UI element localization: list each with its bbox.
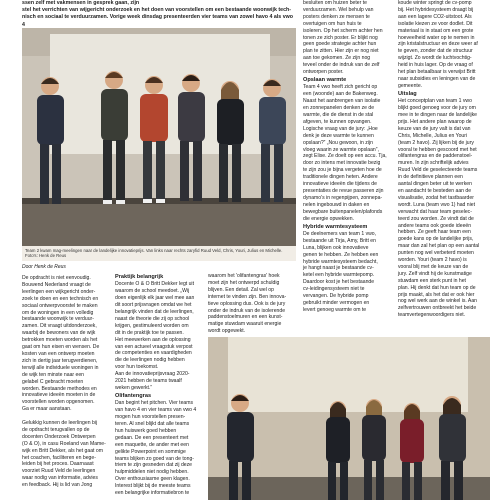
- text-line: betrokken moeten worden als het: [22, 337, 98, 344]
- text-line: andere teams ook goede ideeën: [398, 222, 472, 229]
- intro-line: ssen zelf met vakmensen in gesprek gaan, zijn: [22, 0, 140, 6]
- text-line: heid in huis lager. Op de vraag of: [398, 62, 473, 69]
- text-line: Luna, blijken ook innovatieve: [303, 244, 369, 251]
- text-line: het plan betaalbaar is verwijst Britt: [398, 69, 476, 76]
- text-line: blijven. Een detail. Zal wel op: [208, 286, 274, 293]
- text-line: te zijn zou je bijna vergeten hoe de: [303, 167, 382, 174]
- text-line: zich in dertig jaar terugverdienen,: [22, 357, 98, 364]
- text-line: Het meewerken aan de oplossing: [115, 336, 191, 343]
- photo-caption: Team 2 kwam mag-meelingen naar de landelijke innovatieprijs. Van links naar rechts zaryfid Ruud Veld, Chris, Youri, Julius en Michelle. Foto's: Henk de Reus: [22, 246, 296, 261]
- text-line: voor hun toekomst.: [115, 364, 159, 371]
- text-line: afgeven, te kunnen opvangen.: [303, 118, 372, 125]
- text-line: van havo 4 en vier teams van vwo 4: [115, 407, 197, 414]
- text-line: blijkt goed genoeg voor de jury om: [398, 105, 476, 112]
- text-line: besluiten om huizen beter te: [303, 0, 367, 6]
- team-photo-2-image: [208, 337, 490, 500]
- section-heading: Uitslag: [398, 90, 417, 97]
- text-line: weken gewerkt.”: [115, 385, 153, 391]
- text-line: posters denken ze mensen te: [303, 13, 370, 20]
- text-line: die energie opwekken.: [303, 215, 354, 222]
- text-line: geen goede strategie achter hun: [303, 41, 377, 48]
- text-line: zegt Elise. Ze doelt op een accu. Tja,: [303, 153, 387, 160]
- text-line: mogen hun voorstellen presen-: [115, 414, 186, 421]
- section-heading: Opslaan warmte: [303, 76, 347, 83]
- text-line: gedaan. De een presenteert met: [115, 434, 189, 441]
- text-line: opslaan?” „Nou gewoon, in zijn: [303, 139, 373, 146]
- text-line: hybride warmtesysteem bedacht,: [303, 258, 378, 265]
- text-line: visualisatie, zodat het tastbaarder: [398, 194, 474, 201]
- text-line: bestaande woonwijk te verduur-: [22, 316, 94, 323]
- text-line: wijzigt. Zo wordt de luchtvochtig-: [398, 55, 472, 62]
- text-line: koude winter springt de cv-pomp: [398, 0, 472, 6]
- text-line: moet zijn het ontwerpd schuldig: [208, 279, 280, 286]
- text-line: dynamo's in regenpijpen, zonnepa-: [303, 194, 383, 201]
- text-line: stuwdam een sterk punt in het: [398, 277, 466, 284]
- text-line: (team 2 havo). Zij lijken bij de jury: [398, 139, 474, 146]
- text-line: materiaal is in staat om een grote: [398, 27, 474, 34]
- text-line: prijs maakt, als het dat er ook hier: [398, 291, 475, 298]
- text-line: in de definitieve plannen een: [398, 174, 463, 181]
- text-line: Daardoor kost je het bestaande: [303, 279, 375, 286]
- author-credit: Door Henk de Reus: [22, 264, 66, 270]
- text-line: en aandacht te besteden aan de: [398, 187, 472, 194]
- text-line: matige stuwdam waaruit energie: [208, 321, 282, 328]
- text-line: teveel onder de indruk van de zelf: [303, 62, 380, 69]
- text-line: gebruikt minder vermogen en: [303, 299, 370, 306]
- text-line: verwacht dat haar team geselec-: [398, 208, 472, 215]
- text-line: denk je deze warmte te kunnen: [303, 132, 374, 139]
- text-line: warmte, die de dienst in de stal: [303, 112, 374, 118]
- text-line: Het conceptplan van team 1 vwo: [398, 98, 472, 105]
- text-line: vervangen. De hybride pomp: [303, 293, 369, 300]
- text-line: een (woonde) aan de Bakenweg.: [303, 91, 378, 98]
- text-line: de opdracht terugvallen op de: [22, 426, 90, 433]
- text-line: De deelnemers van team 1 vwo,: [303, 230, 377, 237]
- text-line: teamvertegenwoordigers niet.: [398, 312, 466, 319]
- text-line: onder de indruk van de isolerende: [208, 307, 286, 314]
- text-line: zelfvertrouwen ontbreekt het beide: [398, 305, 477, 312]
- text-line: 2021 hebben de teams twaalf: [115, 378, 182, 385]
- text-line: bewegbare buitenpanelen/plafonds: [303, 208, 383, 215]
- text-line: plan. Hij denkt dat hun team op de: [398, 284, 476, 291]
- text-line: nog wel werk aan de winkel is. Aan: [398, 298, 477, 305]
- text-line: innovatieve ideeën die tijdens de: [303, 181, 377, 188]
- text-line: zijn kristalstructuur en deze weer af: [398, 41, 478, 48]
- text-line: plan te zitten. Hier zijn er nog niet: [303, 48, 379, 55]
- text-line: terwijl alle individuele woningen in: [22, 364, 99, 371]
- text-line: aantal dingen beter uit te werken: [398, 181, 472, 188]
- text-line: gaat om hun eisen en wensen. De: [22, 344, 100, 351]
- text-line: vloeg waarin ze warmte opslaan”,: [303, 146, 379, 153]
- intro-line: stel het verrichten van wijgericht onderzoek en het doen van voorstellen om een bestaande woonwijk tech-: [22, 7, 292, 14]
- text-line: prijs. Het andere plan waarop de: [398, 118, 472, 125]
- text-line: aan een lagere CO2-uitstoot. Als: [398, 13, 472, 20]
- article-column-2: [115, 273, 203, 497]
- team-photo-2: [208, 337, 490, 500]
- text-line: naast de theorie die zij op school: [115, 315, 190, 322]
- text-line: teerd zou worden. Ze vindt dat de: [398, 215, 474, 222]
- text-line: tonen ze zich poster. Er blijkt nog: [303, 34, 378, 41]
- text-line: vooral te hebben gescoord met het: [398, 146, 477, 153]
- text-line: worden. Bestaande methodes en: [22, 385, 97, 392]
- text-line: voorstellen worden opgenomen.: [22, 399, 95, 406]
- text-line: zamen. Dit vraagt uitdonderzoek,: [22, 323, 97, 330]
- text-line: paddenstoelmuren en een kunst-: [208, 314, 283, 321]
- text-line: waarbij de bewoners van de wijk: [22, 330, 96, 337]
- text-line: Naast het aanbrengen van isolatie: [303, 98, 381, 105]
- text-line: voorziet Ruud Veld de leerlingen: [22, 468, 96, 475]
- text-line: die de leerlingen nodig hebben: [115, 357, 185, 364]
- text-line: van een actueel vraagstuk verpost: [115, 343, 193, 350]
- text-line: waar nodig van informatie, advies: [22, 475, 98, 482]
- text-line: genen te hebben. Ze hebben een: [303, 251, 379, 258]
- text-line: Bouwend Nederland vraagt de: [22, 281, 91, 288]
- text-line: waarom de school meedoet. „Wij: [115, 288, 190, 295]
- text-line: mee in te dingen naar de landelijke: [398, 112, 478, 118]
- article-column-5: [398, 0, 488, 319]
- text-line: docenten Onderzoek Ontwerpen: [22, 433, 96, 440]
- text-line: waarom het 'olifantengras' hoek: [208, 273, 280, 279]
- text-line: ontworpen poster.: [303, 69, 344, 76]
- section-heading: Olifantengras: [115, 392, 152, 399]
- text-line: en zonnepanelen denken ze de: [303, 105, 375, 112]
- text-line: [22, 413, 108, 420]
- text-line: internet te vinden zijn. Ben innova-: [208, 293, 287, 300]
- text-line: gelikte Powerpoint en sommige: [115, 448, 186, 455]
- text-line: triem te zijn gesneden dat zij deze: [115, 462, 193, 469]
- text-line: door zo intens met innovatie bezig: [303, 160, 381, 167]
- text-line: bij. Het hybridesysteem draagt bij: [398, 6, 474, 13]
- text-line: goede kans op de landelijke prijs,: [398, 236, 474, 243]
- text-line: wijk en Britt Dekker, als het gaat om: [22, 447, 103, 454]
- article-column-1: [22, 275, 108, 489]
- intro-line: nisch en sociaal te verduurzamen. Vorige week dinsdag presenteerden vier teams van zowel havo 4 als vwo 4: [22, 14, 294, 28]
- text-line: hoeveelheid water op te nemen in: [398, 34, 475, 41]
- text-line: maar dan zal het plan op een aantal: [398, 243, 480, 250]
- text-line: Logische vraag van de jury: „Hoe: [303, 125, 378, 132]
- text-line: gemeente.: [398, 82, 423, 89]
- section-heading: Hybride warmtesysteem: [303, 223, 368, 230]
- text-line: de wijk ten minste naar een: [22, 371, 85, 378]
- text-line: te geven, zonder dat de structuur: [398, 48, 473, 55]
- text-line: en feedback. Hij is lid van Jong: [22, 482, 93, 489]
- text-line: isolatie kiezen ze voor dodlet. Dit: [398, 20, 473, 27]
- text-line: belangrijk vinden dat de leerlingen,: [115, 309, 194, 316]
- text-line: Over enthousiasme geen klagen.: [115, 476, 190, 483]
- text-line: ketel een hybride warmtepomp.: [303, 272, 375, 279]
- text-line: gelabel C gebracht moeten: [22, 378, 84, 385]
- text-line: het coachen, faciliteren en bege-: [22, 454, 96, 461]
- text-line: leerlingen een wijkgericht onder-: [22, 288, 96, 295]
- text-line: om de woningen in een volledig: [22, 309, 94, 316]
- article-column-3: [208, 273, 296, 335]
- text-line: kosten van een ontwerp moeten: [22, 350, 95, 357]
- text-line: innovatieve ideeën moeten in de: [22, 392, 96, 399]
- text-line: Team 4 vwo heeft zich gericht op: [303, 84, 378, 91]
- text-line: worden. Youri (team 2 havo) is: [398, 257, 467, 264]
- team-photo-1-image: [22, 28, 296, 246]
- text-line: cv-leidingensysteem niet te: [303, 286, 365, 293]
- text-line: presentaties de revue passeren zijn: [303, 187, 384, 194]
- text-line: verduurzamen. Wel behulp van: [303, 6, 374, 13]
- text-line: tieve oplossing dus. Ook is de jury: [208, 300, 286, 307]
- text-line: traditionele dingen heten. Andere: [303, 174, 378, 181]
- text-line: bestaande uit Tirja, Amy, Britt en: [303, 237, 376, 244]
- text-line: isoleren. Op het scherm achter hen: [303, 27, 383, 34]
- text-line: Ga er maar aanstaan.: [22, 406, 72, 413]
- text-line: aan toe gekomen. Ze zijn nog: [303, 55, 371, 62]
- text-line: vooral blij met de keuze van de: [398, 263, 469, 270]
- text-line: een maquette, de ander met een: [115, 441, 189, 448]
- text-line: hulpmiddelen niet nodig hebben.: [115, 469, 189, 476]
- text-line: doen eigenlijk elk jaar wel mee aan: [115, 295, 195, 302]
- section-heading: Praktijk belangrijk: [115, 274, 164, 280]
- text-line: muren. In zijn schriftelijk advies: [398, 160, 469, 167]
- text-line: keuze van de jury valt is dat van: [398, 125, 471, 132]
- text-line: De opdracht is niet eenvoudig.: [22, 275, 91, 281]
- text-line: Gelukkig kunnen de leerlingen bij: [22, 420, 98, 427]
- text-line: een belangrijke informatiebron te: [115, 490, 190, 497]
- text-line: Aan de innovatieprijsvraag 2020-: [115, 371, 190, 378]
- text-line: zoek te doen en een technisch en: [22, 295, 99, 302]
- text-line: de competenties en vaardigheden: [115, 350, 192, 357]
- text-line: jury. Zelf vindt hij de kunstmatige: [398, 270, 472, 277]
- text-line: Interest blijkt bij de meeste teams: [115, 483, 191, 490]
- text-line: dit soort prijsvragen omdat we het: [115, 302, 192, 309]
- text-line: teams blijken zo goed van de tong-: [115, 455, 195, 462]
- text-line: hebben. Ze geeft haar team een: [398, 229, 471, 236]
- text-line: sociaal ontwerpvoorstel te maken: [22, 302, 98, 309]
- text-line: dit in de praktijk toe te passen.: [115, 329, 184, 336]
- text-line: overtuigen om hun huis te: [303, 20, 362, 27]
- text-line: Dan begint het pitchen. Vier teams: [115, 400, 194, 407]
- text-line: wordt opgewekt.: [208, 328, 246, 335]
- text-line: leiden bij het proces. Daarnaast: [22, 461, 94, 468]
- text-line: hun huiswerk goed hebben: [115, 427, 177, 434]
- text-line: levert genoeg warmte om te: [303, 306, 367, 313]
- article-column-4: [303, 0, 393, 314]
- text-line: nelen ingebouwd in daken en: [303, 201, 370, 208]
- text-line: olifantengras en de paddenstoel-: [398, 153, 473, 160]
- text-line: krijgen, gestimuleerd worden om: [115, 322, 189, 329]
- text-line: (O & O), in casu Roeland van Mame-: [22, 440, 106, 447]
- text-line: je hangt naast je bestaande cv-: [303, 265, 374, 272]
- text-line: Ruud Veld de geselecteerde teams: [398, 167, 478, 174]
- team-photo-1: [22, 28, 296, 246]
- text-line: teren. Al snel blijkt dat alle teams: [115, 421, 190, 428]
- text-line: naar subsidies en leningen van de: [398, 75, 476, 82]
- text-line: Chris, Michelle, Julius en Youri: [398, 132, 468, 139]
- text-line: punten nog wel verbeterd moeten: [398, 250, 474, 257]
- text-line: wordt. Luna (team vwo 1) had niet: [398, 201, 476, 208]
- text-line: Docente O & O Britt Dekker legt uit: [115, 281, 194, 288]
